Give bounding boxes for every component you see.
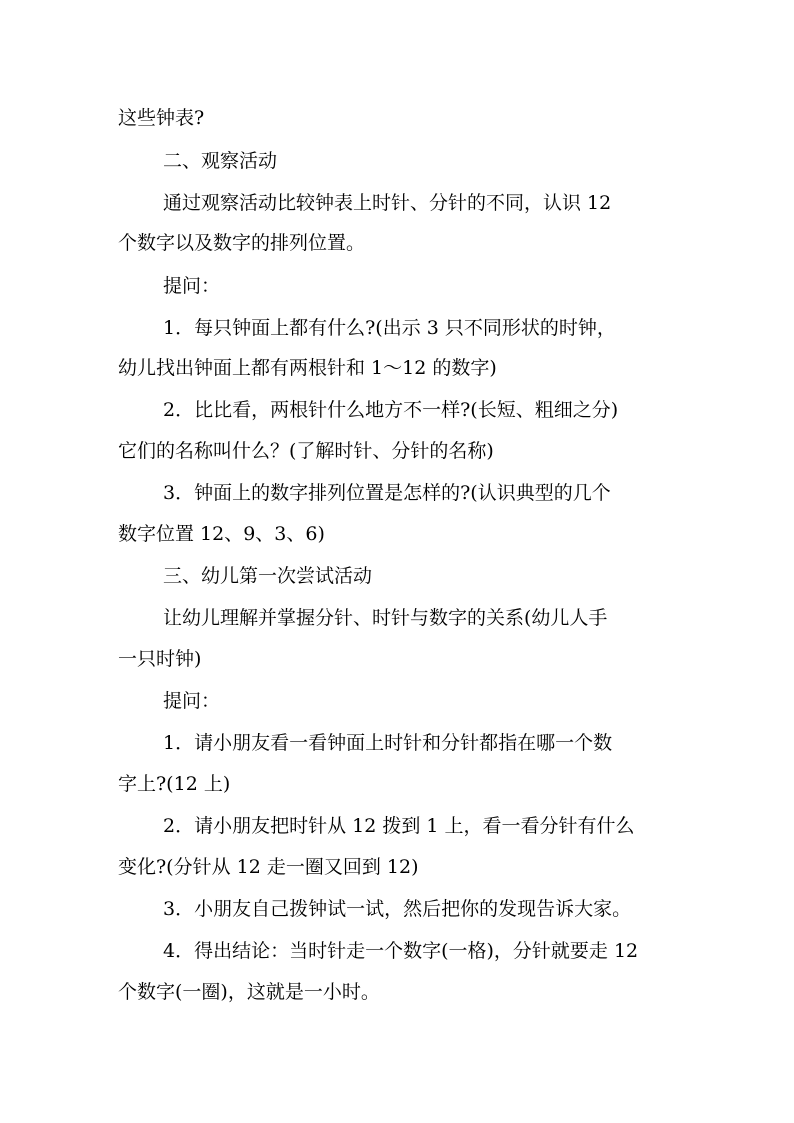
paragraph-line: 个数字以及数字的排列位置。 — [118, 232, 366, 254]
list-item: 2．请小朋友把时针从 12 拨到 1 上，看一看分针有什么 — [163, 815, 635, 837]
list-item-continuation: 数字位置 12、9、3、6) — [118, 523, 325, 545]
list-item-continuation: 个数字(一圈)，这就是一小时。 — [118, 981, 380, 1003]
list-item: 2．比比看，两根针什么地方不一样?(长短、粗细之分) — [163, 399, 619, 421]
paragraph-line: 让幼儿理解并掌握分针、时针与数字的关系(幼儿人手 — [163, 607, 608, 629]
list-item-continuation: 字上?(12 上) — [118, 773, 231, 795]
section-heading-first-attempt: 三、幼儿第一次尝试活动 — [163, 565, 373, 587]
paragraph-line: 一只时钟) — [118, 648, 202, 670]
list-item: 3．小朋友自己拨钟试一试，然后把你的发现告诉大家。 — [163, 898, 632, 920]
list-item-continuation: 它们的名称叫什么？(了解时针、分针的名称) — [118, 440, 494, 462]
list-item: 1．每只钟面上都有什么?(出示 3 只不同形状的时钟， — [163, 317, 616, 339]
question-heading: 提问： — [163, 275, 221, 297]
section-heading-observation: 二、观察活动 — [163, 150, 278, 172]
text-line: 这些钟表? — [118, 107, 205, 129]
paragraph-line: 通过观察活动比较钟表上时针、分针的不同，认识 12 — [163, 192, 612, 214]
question-heading: 提问： — [163, 690, 221, 712]
list-item-continuation: 变化?(分针从 12 走一圈又回到 12) — [118, 856, 419, 878]
list-item: 1．请小朋友看一看钟面上时针和分针都指在哪一个数 — [163, 732, 613, 754]
list-item: 4．得出结论：当时针走一个数字(一格)，分针就要走 12 — [163, 940, 639, 962]
list-item-continuation: 幼儿找出钟面上都有两根针和 1～12 的数字) — [118, 357, 497, 379]
list-item: 3．钟面上的数字排列位置是怎样的?(认识典型的几个 — [163, 482, 611, 504]
